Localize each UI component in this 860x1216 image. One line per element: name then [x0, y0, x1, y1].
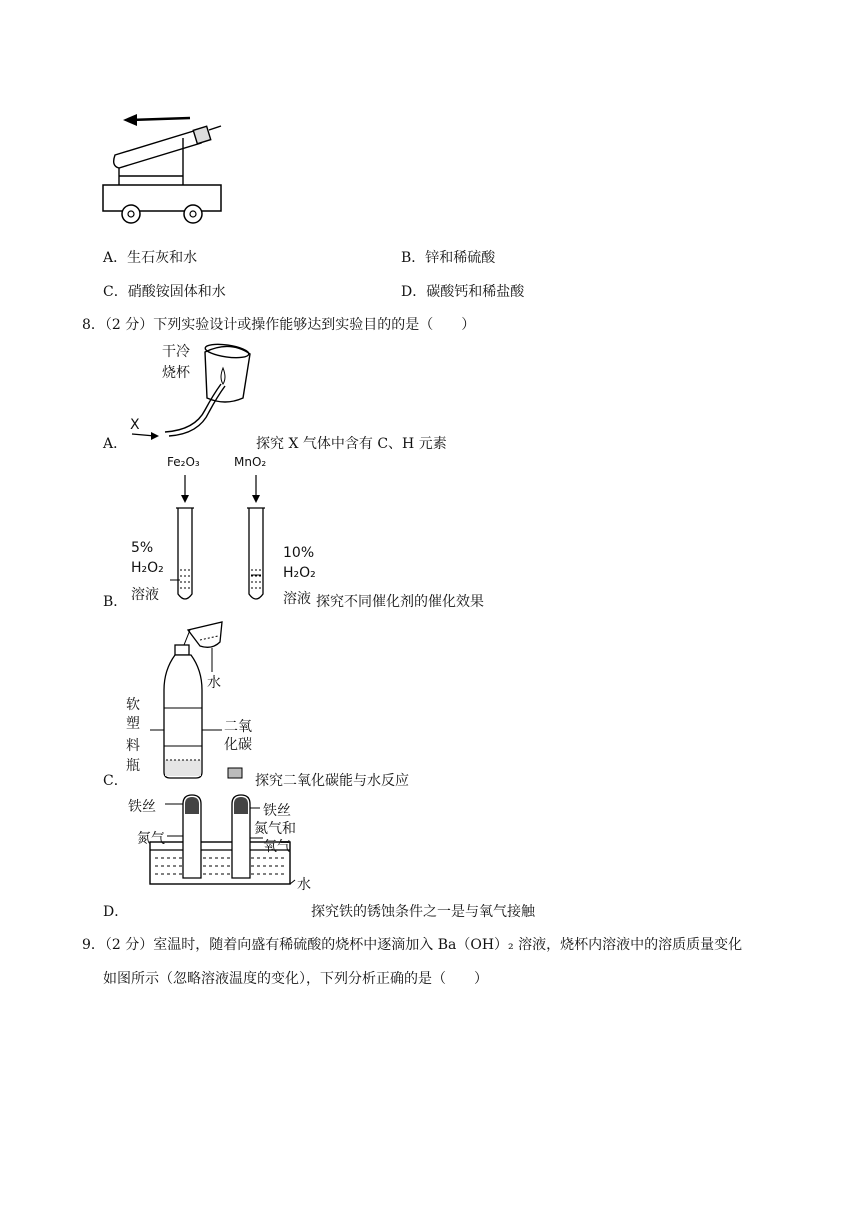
iron-wire-right-label: 铁丝: [263, 803, 291, 819]
bottle-label-2: 塑: [126, 716, 140, 732]
direction-arrow-head: [123, 114, 137, 126]
arrow-down-icon: [181, 495, 189, 503]
test-tube-1: [178, 508, 192, 599]
cold-dry-beaker: [204, 342, 250, 402]
q8-option-a-caption: 探究 X 气体中含有 C、H 元素: [256, 436, 447, 452]
bottle-label-4: 瓶: [126, 758, 140, 774]
solution-1-name: 溶液: [131, 587, 159, 603]
iron-wire-left-label: 铁丝: [128, 799, 156, 815]
iron-wire-icon: [234, 797, 248, 814]
soft-plastic-bottle: [164, 645, 202, 778]
bottle-label-1: 软: [126, 697, 140, 713]
option-letter: B．: [401, 250, 426, 266]
catalyst-1-label: Fe₂O₃: [167, 455, 200, 469]
solution-1-percent: 5%: [131, 540, 154, 556]
q8-option-d-caption: 探究铁的锈蚀条件之一是与氧气接触: [311, 904, 535, 920]
q8-option-c-letter[interactable]: C．: [103, 773, 128, 789]
q8c-bottle-figure: [150, 610, 260, 785]
option-text: 碳酸钙和稀盐酸: [426, 284, 525, 300]
bottle-cap-icon: [228, 768, 242, 778]
arrow-down-icon: [252, 495, 260, 503]
tube-stand: [119, 138, 183, 185]
q8-stem: 8．（2 分）下列实验设计或操作能够达到实验目的的是（ ）: [82, 317, 476, 333]
q7-option-d[interactable]: [401, 281, 524, 301]
solution-1-formula: H₂O₂: [131, 560, 164, 576]
catalyst-2-label: MnO₂: [234, 455, 267, 469]
q9-stem-line2: 如图所示（忽略溶液温度的变化），下列分析正确的是（ ）: [103, 971, 488, 987]
solution-2-percent: 10%: [283, 545, 315, 561]
q8-option-a-letter[interactable]: A．: [103, 436, 128, 452]
beaker-label-line2: 烧杯: [162, 365, 190, 381]
water-in-bottle: [165, 760, 201, 776]
co2-label-line2: 化碳: [224, 737, 252, 753]
q8-option-c-caption: 探究二氧化碳能与水反应: [255, 773, 409, 789]
nitrogen-label: 氮气: [137, 831, 165, 847]
gas-arrow-head: [151, 432, 159, 440]
q8-option-b-caption: 探究不同催化剂的催化效果: [316, 594, 484, 610]
iron-wire-icon: [185, 797, 199, 814]
mixed-gas-label-line2: 氧气: [263, 839, 291, 855]
co2-label-line1: 二氧: [224, 719, 252, 735]
option-letter: D．: [401, 284, 427, 300]
q9-stem-line1: 9．（2 分）室温时，随着向盛有稀硫酸的烧杯中逐滴加入 Ba（OH）₂ 溶液，烧杯内溶液中的溶质质量变化: [82, 937, 743, 953]
option-text: 生石灰和水: [127, 250, 198, 266]
pouring-beaker: [188, 622, 222, 647]
q8a-figure: [125, 340, 265, 440]
solution-2-formula: H₂O₂: [283, 565, 316, 581]
beaker-label-line1: 干冷: [162, 344, 190, 360]
mixed-gas-label-line1: 氮气和: [254, 821, 296, 837]
cart-body: [103, 185, 221, 211]
solution-2-name: 溶液: [283, 591, 311, 607]
bottle-label-3: 料: [126, 738, 140, 754]
trough-water-label: 水: [297, 877, 311, 893]
option-letter: A．: [103, 250, 128, 266]
option-text: 锌和稀硫酸: [425, 250, 496, 266]
q7-cart-figure: [95, 110, 240, 230]
direction-arrow-line: [130, 118, 190, 120]
water-label: 水: [207, 675, 221, 691]
test-tube: [114, 126, 221, 168]
option-text: 硝酸铵固体和水: [127, 284, 226, 300]
gas-x-label: X: [130, 417, 140, 433]
q7-option-c[interactable]: [103, 281, 226, 301]
q8-option-d-letter[interactable]: D．: [103, 904, 129, 920]
option-letter: C．: [103, 284, 128, 300]
test-tube-2: [249, 508, 263, 599]
q7-option-b[interactable]: [401, 247, 495, 267]
q7-option-a[interactable]: [103, 247, 197, 267]
q8-option-b-letter[interactable]: B．: [103, 594, 128, 610]
